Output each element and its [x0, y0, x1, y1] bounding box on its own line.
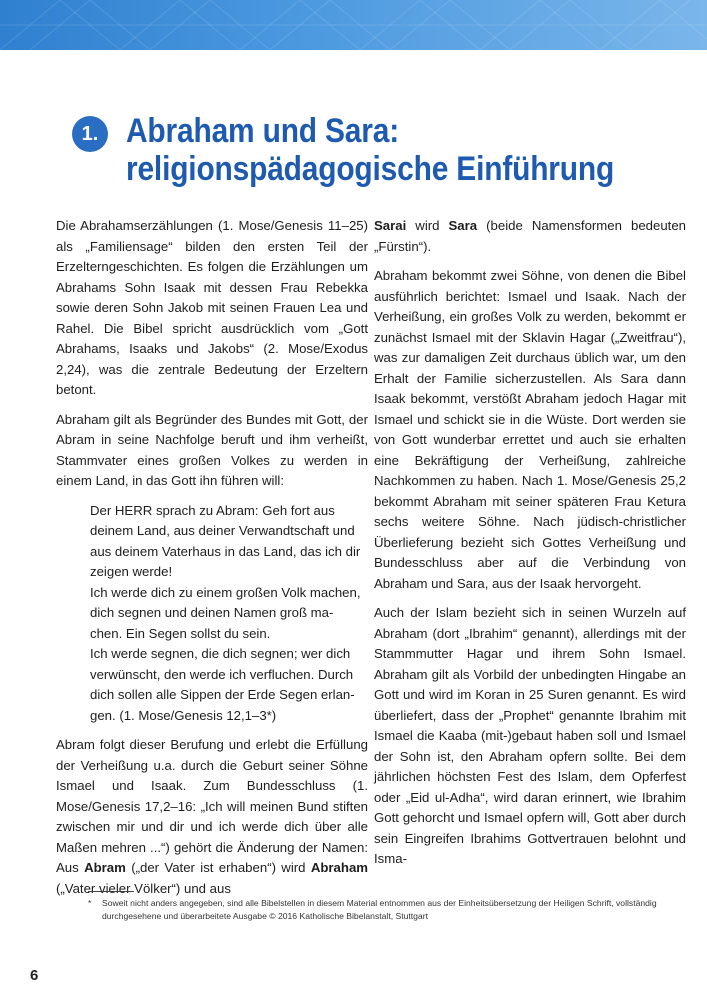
page-number: 6 — [30, 967, 39, 984]
quote-line: dich segnen und deinen Namen groß ma- — [90, 605, 334, 620]
right-column — [374, 216, 686, 879]
quote-line: zeigen werde! — [90, 564, 173, 579]
right-paragraph-1 — [374, 216, 686, 257]
quote-line: deinem Land, aus deiner Verwandtschaft und — [90, 523, 355, 538]
quote-line: verwünscht, den werde ich verfluchen. Durch — [90, 666, 354, 682]
chapter-number-badge: 1. — [72, 116, 108, 152]
quote-line: chen. Ein Segen sollst du sein. — [90, 625, 271, 641]
text-segment: (beide Namensformen bedeuten „Fürstin“). — [374, 218, 686, 254]
left-column — [56, 216, 368, 908]
right-paragraph-3: Auch der Islam bezieht sich in seinen Wurzeln auf Abraham (dort „Ibrahim“ genannt), allerdings mit der Stammmutter Hagar und ihrem Sohn Ismael. Abraham gilt als Vorbild der unbedingten Hingabe an Gott und wird im Koran in 25 Suren genannt. Es wird überliefert, dass der „Prophet“ genannte Ibrahim mit Ismael die Kaaba (mit-)gebaut haben soll und Ismael der Sohn ist, den Abraham opfern sollte. Bei dem jährlichen höchsten Fest des Islam, dem Opferfest oder „Eid ul-Adha“, wird daran erinnert, wie Ibrahim Gott gehorcht und Ismael opfern will, Gott aber durch sein Eingreifen Ibrahims Gottvertrauen belohnt und Isma- — [374, 605, 686, 866]
text-segment: („der Vater ist erhaben“) wird — [125, 860, 311, 875]
left-paragraph-1: Die Abrahamserzählungen (1. Mose/Genesis 11–25) als „Familiensage“ bilden den ersten Teil der Erzelterngeschichten. Es folgen die Erzählungen um Abrahams Sohn Isaak mit dessen Frau Rebekka sowie deren Sohn Jakob mit seinen Frauen Lea und Rahel. Die Bibel spricht ausdrücklich vom „Gott Abrahams, Isaaks und Jakobs“ (2. Mose/Exodus 2,24), was die zentrale Bedeutung der Erzeltern betont. — [56, 218, 368, 397]
right-paragraph-2: Abraham bekommt zwei Söhne, von denen die Bibel ausführlich berichtet: Ismael und Isaak. Nach der Verheißung, ein großes Volk zu werden, bekommt er zunächst Ismael mit der Sklavin Hagar („Zweitfrau“), was zur damaligen Zeit durchaus üblich war, um den Erhalt der Familie sicherzustellen. Als Sara dann Isaak bekommt, verstößt Abraham jedoch Hagar mit Ismael und schickt sie in die Wüste. Dort werden sie von Gott wunderbar errettet und auch sie erhalten eine Bekräftigung der Verheißung, zahlreiche Nachkommen zu haben. Nach 1. Mose/Genesis 25,2 bekommt Abraham mit seiner späteren Frau Ketura sechs weitere Söhne. Nach jüdisch-christlicher Überlieferung bezieht sich Gottes Verheißung und Bundesschluss aber auf die Verbindung von Abraham und Sara, aus der Isaak hervorgeht. — [374, 268, 686, 591]
left-paragraph-2: Abraham gilt als Begründer des Bundes mit Gott, der Abram in seine Nachfolge beruft und ihm verheißt, Stammvater eines großen Volkes zu werden in einem Land, in das Gott ihn führen will: — [56, 411, 368, 488]
text-segment: wird — [406, 218, 449, 233]
footnote-text: Soweit nicht anders angegeben, sind alle Bibelstellen in diesem Material entnommen aus der Einheitsübersetzung der Heiligen Schrift, vollständig durchgesehene und überarbeitete Ausgabe © 2016 Katholische Bibelanstalt, Stuttgart — [102, 898, 657, 921]
header-banner — [0, 0, 707, 50]
quote-line: Ich werde segnen, die dich segnen; wer dich — [90, 646, 351, 661]
footnote-divider — [88, 891, 134, 892]
text-segment: („Vater vieler Völker“) und aus — [56, 880, 231, 896]
left-paragraph-3 — [56, 735, 368, 899]
title-line-1: Abraham und Sara: — [126, 112, 400, 150]
quote-line: Der HERR sprach zu Abram: Geh fort aus — [90, 502, 335, 518]
quote-line: dich sollen alle Sippen der Erde Segen erlan- — [90, 687, 355, 702]
footnote — [88, 897, 668, 923]
footnote-marker: * — [88, 898, 92, 908]
page-title — [126, 112, 707, 188]
name-sara: Sara — [448, 218, 478, 233]
quote-line: gen. (1. Mose/Genesis 12,1–3*) — [90, 707, 277, 723]
quote-line: aus deinem Vaterhaus in das Land, das ich dir — [90, 543, 361, 559]
text-segment: Abram folgt dieser Berufung und erlebt die Erfüllung der Verheißung u.a. durch die Geburt seiner Söhne Ismael und Isaak. Zum Bundesschluss (1. Mose/Genesis 17,2–16: „Ich will meinen Bund stiften zwischen mir und dir und ich werde dich über alle Maßen mehren ...“) gehört die Änderung der Namen: Aus — [56, 737, 368, 875]
name-abram: Abram — [84, 860, 126, 875]
bible-quote — [90, 501, 368, 727]
banner-pattern — [0, 0, 707, 50]
name-abraham: Abraham — [310, 860, 369, 875]
name-sarai: Sarai — [374, 218, 407, 233]
title-line-2: religionspädagogische Einführung — [126, 150, 615, 188]
quote-line: Ich werde dich zu einem großen Volk machen, — [90, 584, 361, 600]
